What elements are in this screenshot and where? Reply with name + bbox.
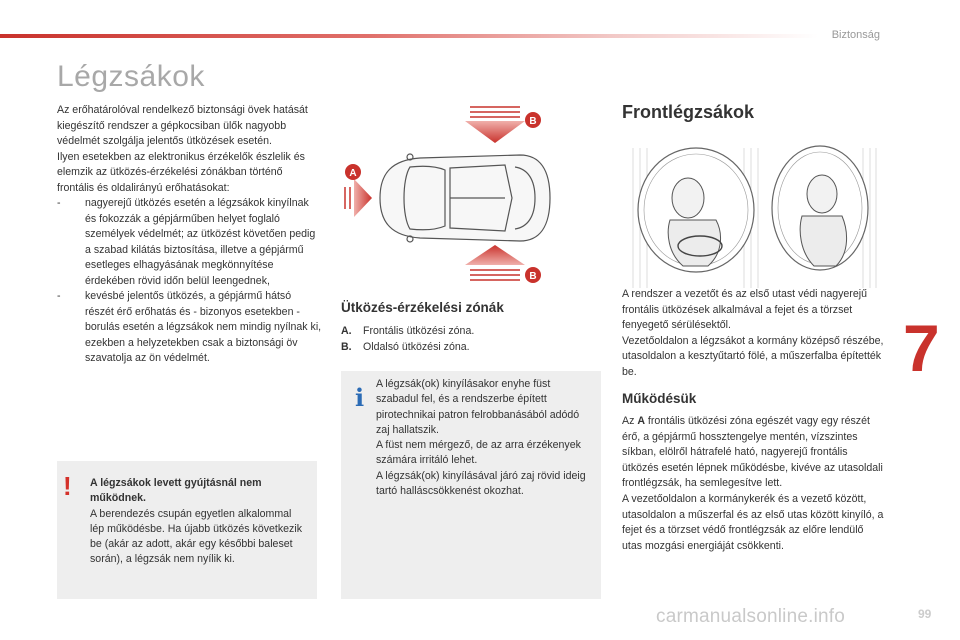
info-box xyxy=(341,371,601,599)
frontal-paragraph-1: A rendszer a vezetőt és az első utast védi nagyerejű frontális ütközések alkalmával a fejet és a törzset fenyegető sérülésektől. xyxy=(622,288,867,332)
passenger-airbag-illustration xyxy=(768,128,878,288)
zone-text: Oldalsó ütközési zóna. xyxy=(363,341,470,353)
warning-icon: ! xyxy=(63,471,72,501)
operation-paragraph-2: A vezetőoldalon a kormánykerék és a vezető között, utasoldalon a műszerfal és az első utas között kinyíló, a fejet és a törzset védő frontlégzsák az előre lendülő utas mozgási energiáját csökkenti. xyxy=(622,492,884,552)
warning-body: A berendezés csupán egyetlen alkalommal lép működésbe. Ha újabb ütközés következik be (akár az adott, akár egy későbbi baleset során), a légzsák nem nyílik ki. xyxy=(90,507,302,566)
warning-title: A légzsákok levett gyújtásnál nem működnek. xyxy=(90,477,262,505)
side-impact-arrow-top xyxy=(465,107,525,143)
zone-label-a: A xyxy=(349,168,357,179)
zone-label-b-bottom: B xyxy=(529,271,537,282)
bullet-text: kevésbé jelentős ütközés, a gépjármű hátsó részét érő erőhatás és - bizonyos esetekben - borulás esetén a légzsákok nem mindig nyílnak ki, ezekben a helyzetekben csak a biztonsági öv szavatolja az ön védelmét. xyxy=(85,290,322,364)
info-text xyxy=(376,377,594,499)
zones-list xyxy=(341,323,474,355)
frontal-paragraph-2: Vezetőoldalon a légzsákot a kormány középső részébe, utasoldalon a kesztyűtartó fölé, a műszerfalba építették be. xyxy=(622,334,884,378)
zone-key: B. xyxy=(341,341,352,353)
info-line-3: A légzsák(ok) kinyílásával járó zaj rövid ideig tartó halláscsökkenést okozhat. xyxy=(376,469,586,498)
info-line-2: A füst nem mérgező, de az arra érzékenyek számára irritáló lehet. xyxy=(376,439,581,467)
airbag-zones-diagram xyxy=(340,105,555,290)
bullet-dash: - xyxy=(57,290,61,302)
warning-box xyxy=(57,461,317,599)
front-impact-arrow xyxy=(345,179,372,217)
zones-heading: Ütközés-érzékelési zónák xyxy=(341,300,504,315)
info-line-1: A légzsák(ok) kinyílásakor enyhe füst szabadul fel, és a rendszerbe épített pirotechnikai patron felrobbanásából adódó zaj hallatszik. xyxy=(376,378,580,436)
intro-text xyxy=(57,103,322,367)
operation-rest: frontális ütközési zóna egészét vagy egy részét érő, a gépjármű hossztengelye mentén, vízszintes síkban, elölről hátrafelé ható, nagyerejű frontális ütközés esetén lépnek működésbe, kivéve az utasoldali frontlégzsák, ha semlegesítve lett. xyxy=(622,415,883,490)
page-number: 99 xyxy=(918,607,932,621)
warning-text xyxy=(90,476,308,568)
operation-heading: Működésük xyxy=(622,391,697,406)
frontal-airbags-heading: Frontlégzsákok xyxy=(622,102,755,122)
section-title: Biztonság xyxy=(831,29,880,41)
zone-label-b-bottom-badge xyxy=(525,267,541,283)
zone-item-b xyxy=(341,339,474,355)
operation-paragraph-1 xyxy=(622,414,884,492)
zone-key: A. xyxy=(341,325,352,337)
zone-label-b-top-badge xyxy=(525,112,541,128)
side-impact-arrow-bottom xyxy=(465,245,525,280)
intro-paragraph-2: Ilyen esetekben az elektronikus érzékelők észlelik és elemzik az ütközés-érzékelési zónákban történő frontális és oldalirányú erőhatásokat: xyxy=(57,150,305,194)
frontal-airbags-text xyxy=(622,287,884,381)
bullet-text: nagyerejű ütközés esetén a légzsákok kinyílnak és fokozzák a gépjárműben helyet foglaló személyek védelmét; az ütközést követően pedig a szabad kilátás biztosítása, illetve a gépjármű esetleges elhagyásának megkönnyítése érdekében rövid időn belül leengednek, xyxy=(85,197,316,287)
bullet-dash: - xyxy=(57,197,61,209)
header-accent-bar xyxy=(0,34,818,38)
intro-bullet-2 xyxy=(57,289,322,367)
page-title: Légzsákok xyxy=(57,60,205,93)
watermark: carmanualsonline.info xyxy=(656,606,846,627)
zone-text: Frontális ütközési zóna. xyxy=(363,325,475,337)
zone-label-b-top: B xyxy=(529,116,537,127)
operation-zone-key: A xyxy=(637,415,645,427)
zone-item-a xyxy=(341,323,474,339)
driver-airbag-illustration xyxy=(628,128,763,288)
operation-prefix: Az xyxy=(622,415,638,427)
intro-bullet-1 xyxy=(57,196,322,289)
operation-text xyxy=(622,414,884,554)
chapter-number: 7 xyxy=(903,311,940,385)
zone-label-a-badge xyxy=(345,164,361,180)
intro-paragraph-1: Az erőhatárolóval rendelkező biztonsági övek hatását kiegészítő rendszer a gépkocsiban ülők nagyobb védelmét szolgálja jelentős ütközések esetén. xyxy=(57,104,308,147)
info-icon: i xyxy=(355,383,365,412)
car-top-view xyxy=(380,154,550,242)
